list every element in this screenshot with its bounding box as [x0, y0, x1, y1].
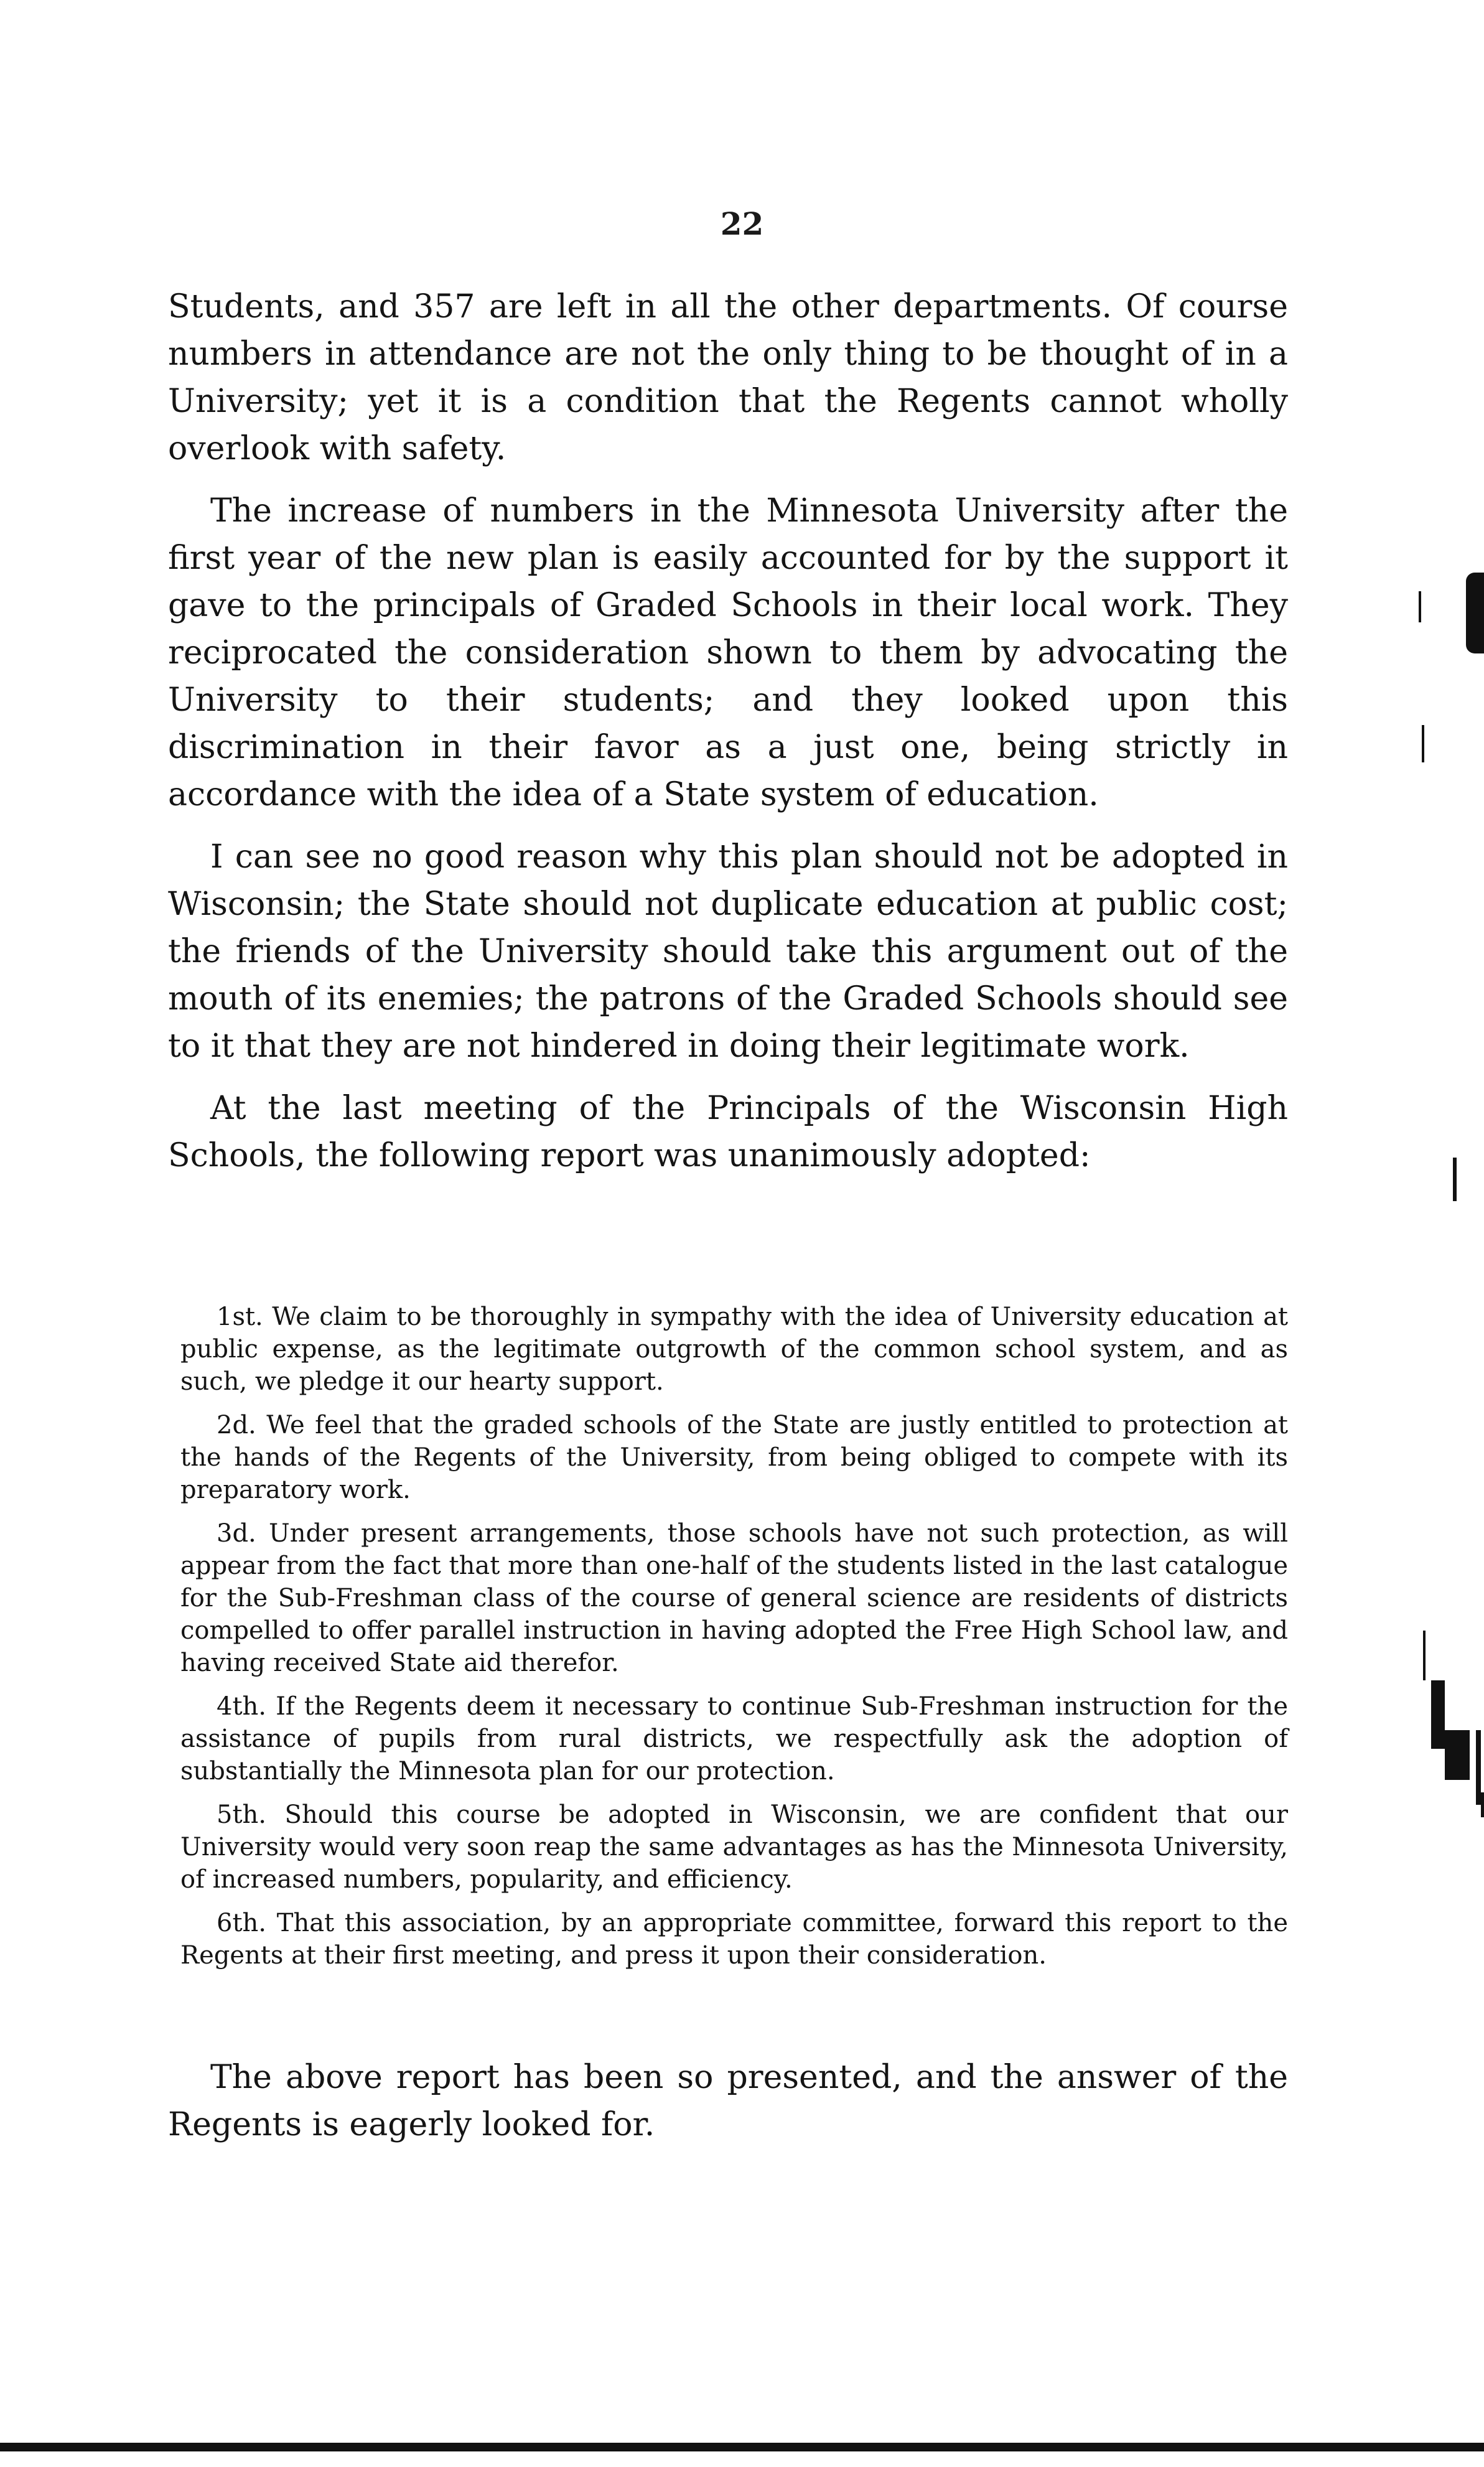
- resolution-item: 4th. If the Regents deem it necessary to continue Sub-Freshman instruction for the assistance of pupils from rural districts, we respectfully ask the adoption of substantially the Minnesota plan for our protection.: [180, 1692, 1288, 1786]
- closing-text: The above report has been so presented, and the answer of the Regents is eagerly looked for.: [168, 2059, 1288, 2143]
- paragraph-wisconsin-adoption: I can see no good reason why this plan should not be adopted in Wisconsin; the State should not duplicate education at public cost; the friends of the University should take this argument out of the mouth of its enemies; the patrons of the Graded Schools should see to it that they are not hindered in doing their legitimate work.: [168, 838, 1288, 1065]
- scan-artifact-mark: [1423, 1631, 1426, 1680]
- scan-artifact-mark: [1476, 1730, 1481, 1805]
- resolution-item: 6th. That this association, by an appropriate committee, forward this report to the Regents at their first meeting, and press it upon their consideration.: [180, 1909, 1288, 1970]
- scan-artifact-mark: [1445, 1730, 1470, 1780]
- page-number: 22: [720, 205, 764, 242]
- paragraph-report-intro: At the last meeting of the Principals of the Wisconsin High Schools, the following report was unanimously adopted:: [168, 1090, 1288, 1174]
- closing-paragraph: [168, 2054, 1288, 2148]
- resolution-item: 3d. Under present arrangements, those schools have not such protection, as will appear from the fact that more than one-half of the students listed in the last catalogue for the Sub-Freshman class of the course of general science are residents of districts compelled to offer parallel instruction in having adopted the Free High School law, and having received State aid therefor.: [180, 1519, 1288, 1677]
- paragraph-continuation: Students, and 357 are left in all the other departments. Of course numbers in attendance are not the only thing to be thought of in a University; yet it is a condition that the Regents cannot wholly overlook with safety.: [168, 288, 1288, 467]
- paragraph-minnesota-increase: The increase of numbers in the Minnesota University after the first year of the new plan is easily accounted for by the support it gave to the principals of Graded Schools in their local work. They reciprocated the consideration shown to them by advocating the University to their students; and they looked upon this discrimination in their favor as a just one, being strictly in accordance with the idea of a State system of education.: [168, 492, 1288, 813]
- scan-artifact-mark: [1419, 591, 1421, 622]
- scan-artifact-mark: [1431, 1680, 1445, 1749]
- scan-artifact-mark: [1481, 1792, 1484, 1817]
- body-text: [168, 283, 1288, 1194]
- resolution-item: 1st. We claim to be thoroughly in sympathy with the idea of University education at public expense, as the legitimate outgrowth of the common school system, and as such, we pledge it our hearty support.: [180, 1303, 1288, 1396]
- resolution-item: 5th. Should this course be adopted in Wisconsin, we are confident that our University would very soon reap the same advantages as has the Minnesota University, of increased numbers, popularity, and efficiency.: [180, 1800, 1288, 1894]
- report-resolutions: [180, 1301, 1288, 1983]
- scan-bottom-edge: [0, 2443, 1484, 2451]
- resolution-item: 2d. We feel that the graded schools of the State are justly entitled to protection at the hands of the Regents of the University, from being obliged to compete with its preparatory work.: [180, 1411, 1288, 1504]
- scan-artifact-mark: [1466, 573, 1484, 653]
- scan-artifact-mark: [1453, 1158, 1457, 1201]
- scan-artifact-mark: [1422, 725, 1424, 762]
